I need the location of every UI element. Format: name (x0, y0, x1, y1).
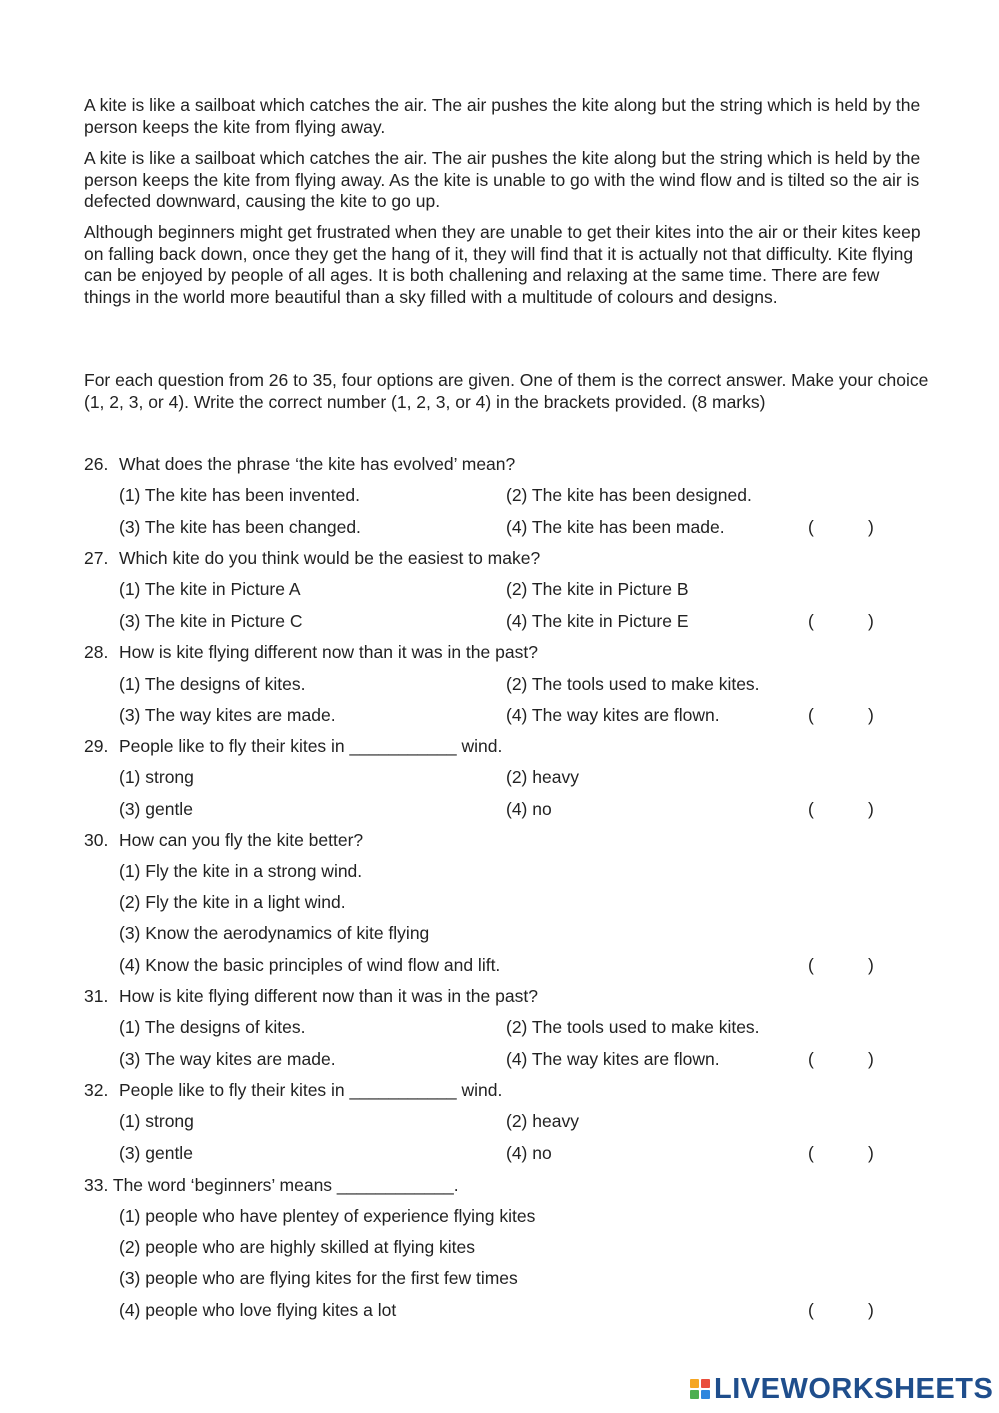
question-text: People like to fly their kites in ___________ wind. (119, 1080, 503, 1100)
q33-bracket-close: ) (868, 1300, 874, 1320)
q27-bracket-open: ( (808, 611, 814, 631)
question-33 (84, 1174, 459, 1196)
q28-option-1: (1) The designs of kites. (119, 674, 306, 694)
question-text: How can you fly the kite better? (119, 830, 364, 850)
q31-option-3: (3) The way kites are made. (119, 1049, 336, 1069)
question-text: People like to fly their kites in ___________ wind. (119, 736, 503, 756)
q26-option-1: (1) The kite has been invented. (119, 485, 360, 505)
question-number: 31. (84, 986, 109, 1006)
q27-option-4: (4) The kite in Picture E (506, 611, 689, 631)
q30-bracket-open: ( (808, 955, 814, 975)
q26-option-3: (3) The kite has been changed. (119, 517, 361, 537)
q29-answer-box[interactable] (822, 798, 862, 820)
q30-option-3: (3) Know the aerodynamics of kite flying (119, 923, 430, 943)
q28-option-4: (4) The way kites are flown. (506, 705, 720, 725)
logo-text: LIVEWORKSHEETS (714, 1372, 994, 1405)
q31-bracket-close: ) (868, 1049, 874, 1069)
instructions: For each question from 26 to 35, four options are given. One of them is the correct answer. Make your choice (1, 2, 3, or 4). Write the correct number (1, 2, 3, or 4) in the brackets provided. (8 marks) (84, 370, 929, 412)
question-number: 27. (84, 548, 109, 568)
logo-tile (690, 1390, 699, 1399)
question-text: Which kite do you think would be the easiest to make? (119, 548, 541, 568)
q29-option-3: (3) gentle (119, 799, 193, 819)
q32-option-1: (1) strong (119, 1111, 194, 1131)
q32-option-2: (2) heavy (506, 1111, 579, 1131)
logo-tile (690, 1379, 699, 1388)
q28-bracket-close: ) (868, 705, 874, 725)
q30-bracket-close: ) (868, 955, 874, 975)
q27-answer-box[interactable] (822, 610, 862, 632)
question-number: 28. (84, 642, 109, 662)
logo-tile (701, 1390, 710, 1399)
q26-option-2: (2) The kite has been designed. (506, 485, 752, 505)
question-29 (84, 735, 502, 757)
question-number: 26. (84, 454, 109, 474)
q32-option-3: (3) gentle (119, 1143, 193, 1163)
q33-option-2: (2) people who are highly skilled at flying kites (119, 1237, 476, 1257)
q28-option-2: (2) The tools used to make kites. (506, 674, 760, 694)
q29-option-2: (2) heavy (506, 767, 579, 787)
question-text: What does the phrase ‘the kite has evolved’ mean? (119, 454, 516, 474)
q33-option-4: (4) people who love flying kites a lot (119, 1300, 397, 1320)
question-text: 33. The word ‘beginners’ means ____________. (84, 1175, 459, 1195)
q32-bracket-close: ) (868, 1143, 874, 1163)
q29-option-4: (4) no (506, 799, 552, 819)
q31-option-4: (4) The way kites are flown. (506, 1049, 720, 1069)
liveworksheets-logo[interactable] (690, 1374, 993, 1404)
question-number: 32. (84, 1080, 109, 1100)
q27-option-1: (1) The kite in Picture A (119, 579, 301, 599)
q29-bracket-close: ) (868, 799, 874, 819)
question-30 (84, 829, 363, 851)
q33-bracket-open: ( (808, 1300, 814, 1320)
question-number: 29. (84, 736, 109, 756)
q33-answer-box[interactable] (822, 1299, 862, 1321)
q30-option-2: (2) Fly the kite in a light wind. (119, 892, 346, 912)
q31-option-2: (2) The tools used to make kites. (506, 1017, 760, 1037)
question-number: 30. (84, 830, 109, 850)
q31-bracket-open: ( (808, 1049, 814, 1069)
q26-bracket-close: ) (868, 517, 874, 537)
passage-paragraph-1: A kite is like a sailboat which catches the air. The air pushes the kite along but the string which is held by the person keeps the kite from flying away. (84, 95, 921, 137)
logo-grid-icon (690, 1379, 710, 1399)
q28-option-3: (3) The way kites are made. (119, 705, 336, 725)
question-text: How is kite flying different now than it was in the past? (119, 986, 538, 1006)
question-27 (84, 547, 540, 569)
q29-bracket-open: ( (808, 799, 814, 819)
question-32 (84, 1079, 502, 1101)
q32-option-4: (4) no (506, 1143, 552, 1163)
q27-option-3: (3) The kite in Picture C (119, 611, 303, 631)
q28-bracket-open: ( (808, 705, 814, 725)
q32-answer-box[interactable] (822, 1142, 862, 1164)
q27-option-2: (2) The kite in Picture B (506, 579, 689, 599)
q31-answer-box[interactable] (822, 1048, 862, 1070)
q30-answer-box[interactable] (822, 954, 862, 976)
q28-answer-box[interactable] (822, 704, 862, 726)
q33-option-1: (1) people who have plentey of experience flying kites (119, 1206, 536, 1226)
passage-paragraph-3: Although beginners might get frustrated when they are unable to get their kites into the air or their kites keep on falling back down, once they get the hang of it, they will find that it is actually not that difficulty. Kite flying can be enjoyed by people of all ages. It is both challening and relaxing at the same time. There are few things in the world more beautiful than a sky filled with a multitude of colours and designs. (84, 222, 921, 307)
question-26 (84, 453, 515, 475)
q26-option-4: (4) The kite has been made. (506, 517, 725, 537)
question-31 (84, 985, 538, 1007)
q32-bracket-open: ( (808, 1143, 814, 1163)
q27-bracket-close: ) (868, 611, 874, 631)
q31-option-1: (1) The designs of kites. (119, 1017, 306, 1037)
q33-option-3: (3) people who are flying kites for the first few times (119, 1268, 518, 1288)
question-text: How is kite flying different now than it was in the past? (119, 642, 538, 662)
passage-paragraph-2: A kite is like a sailboat which catches the air. The air pushes the kite along but the string which is held by the person keeps the kite from flying away. As the kite is unable to go with the wind flow and is tilted so the air is defected downward, causing the kite to go up. (84, 148, 921, 211)
question-28 (84, 641, 538, 663)
logo-tile (701, 1379, 710, 1388)
q26-bracket-open: ( (808, 517, 814, 537)
q29-option-1: (1) strong (119, 767, 194, 787)
q30-option-4: (4) Know the basic principles of wind flow and lift. (119, 955, 501, 975)
q30-option-1: (1) Fly the kite in a strong wind. (119, 861, 363, 881)
q26-answer-box[interactable] (822, 516, 862, 538)
